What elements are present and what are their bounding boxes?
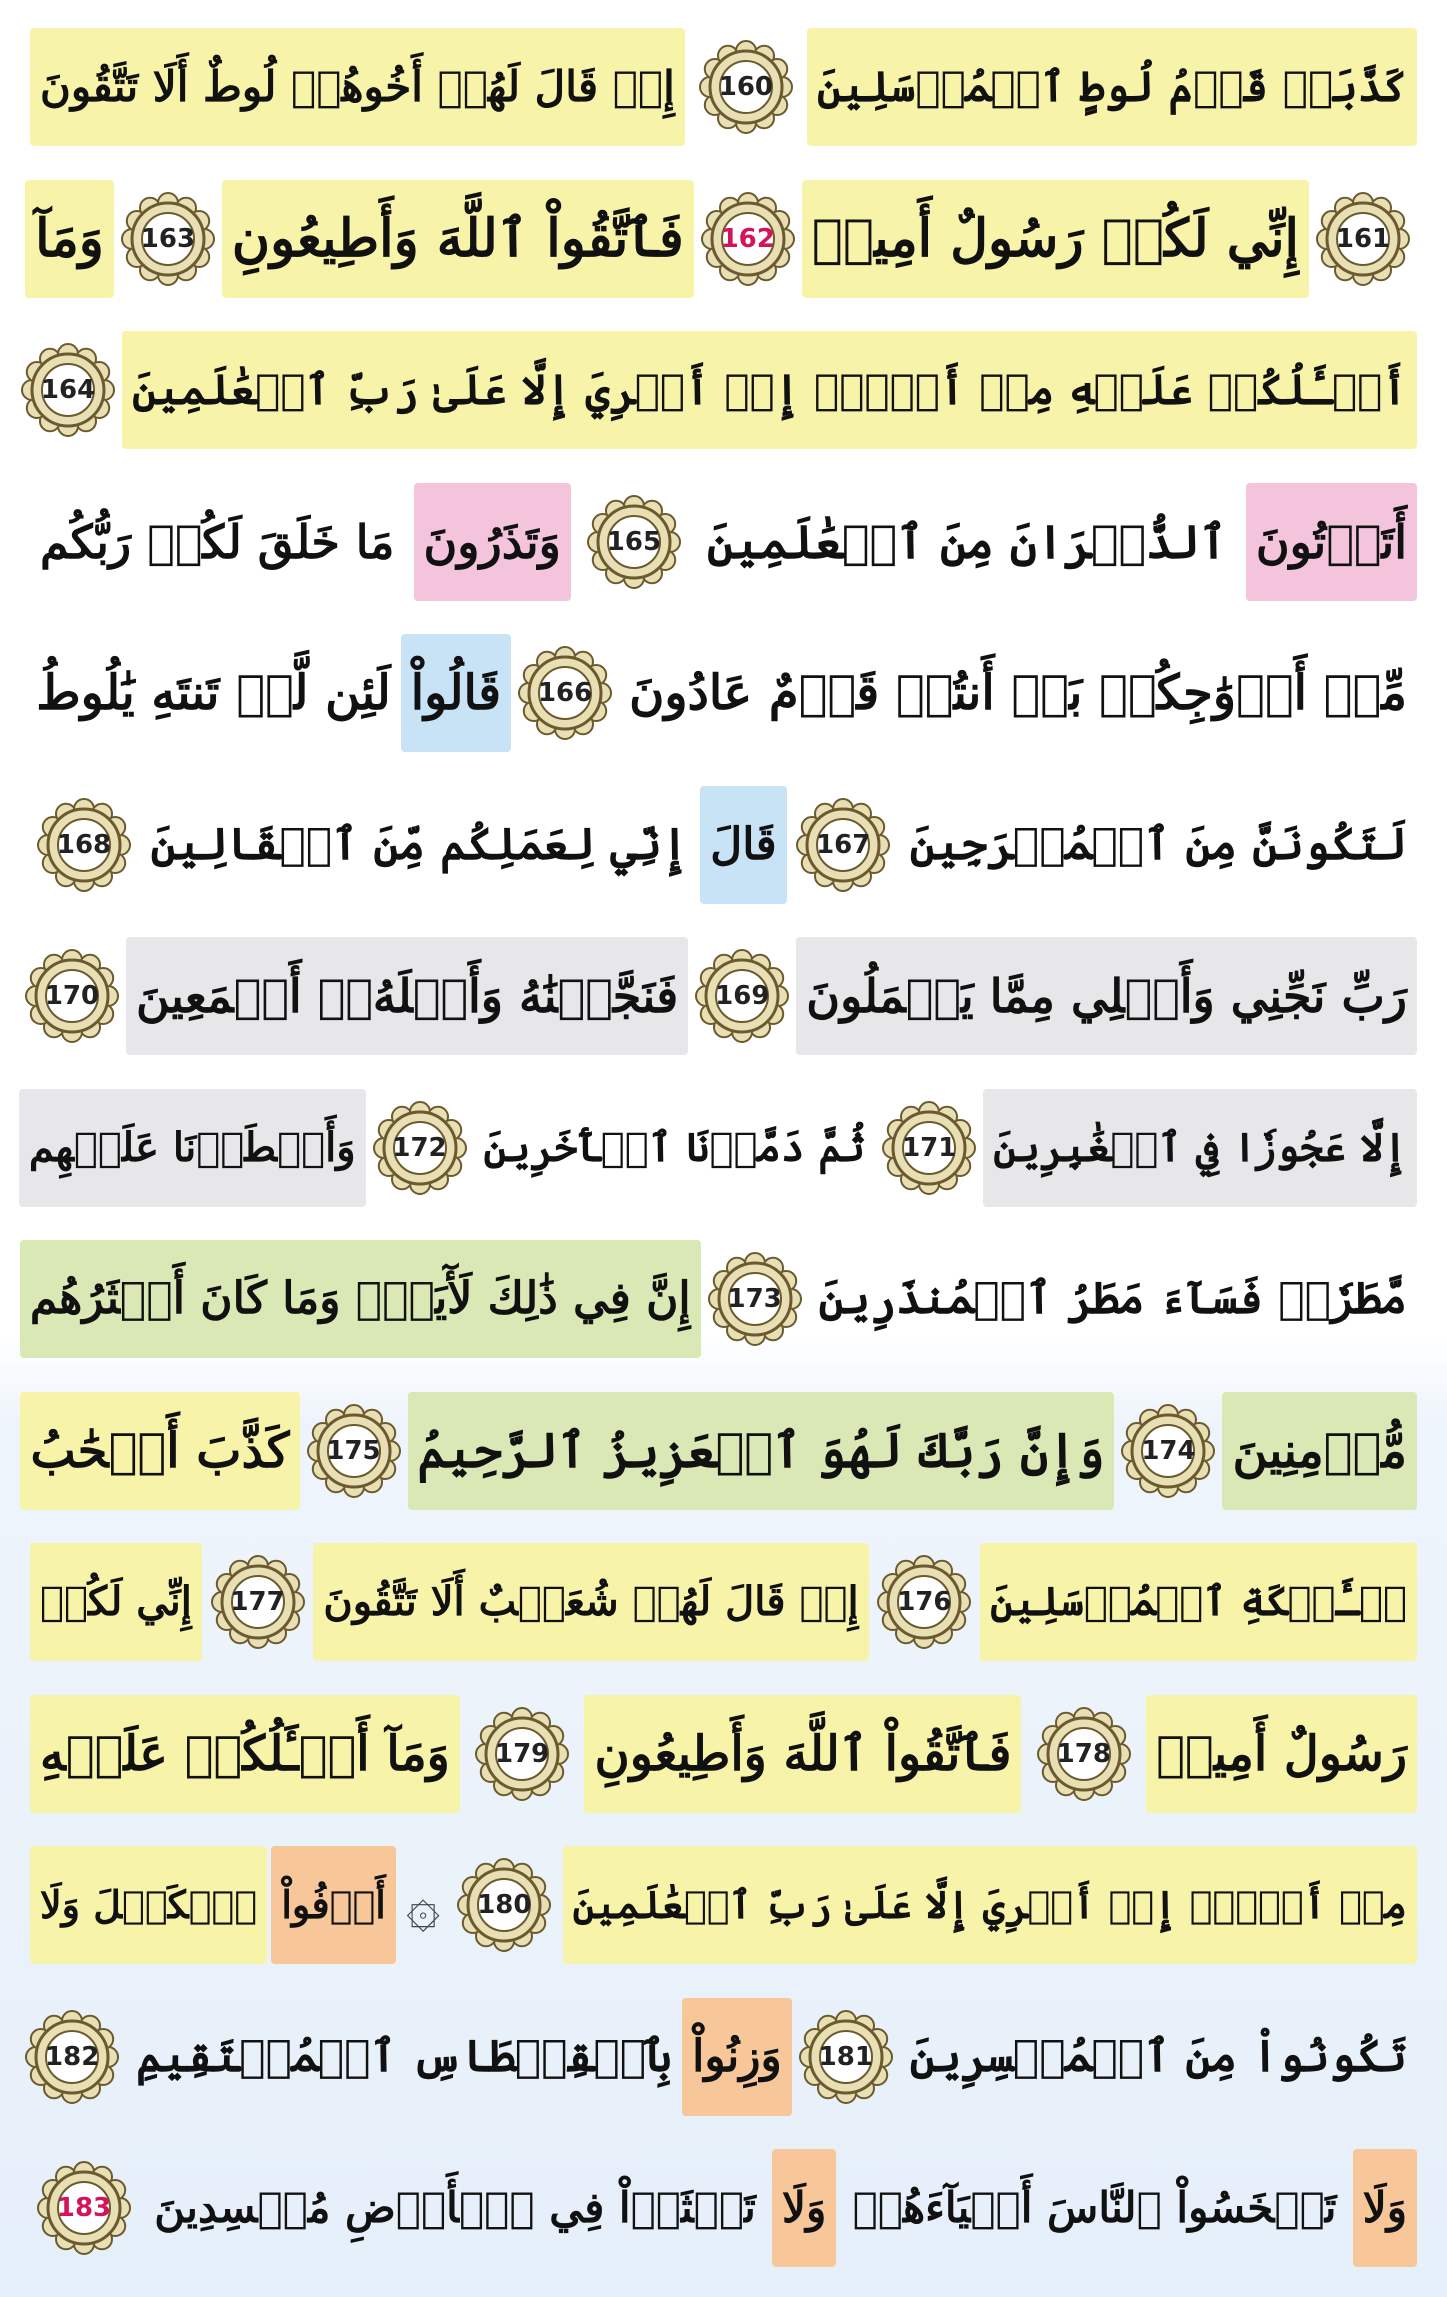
ayah-number: 160 xyxy=(718,72,774,102)
verse-text-segment: وَزِنُواْ xyxy=(682,1998,792,2116)
verse-text-segment: ٱلذُّكۡرَانَ مِنَ ٱلۡعَٰلَمِينَ xyxy=(707,514,1227,569)
ayah-number-marker xyxy=(1315,191,1411,287)
ayah-number-marker xyxy=(372,1100,468,1196)
quran-line xyxy=(20,1679,1427,1829)
verse-text-segment: وَلَا xyxy=(772,2149,836,2267)
ayah-number: 170 xyxy=(44,981,100,1011)
ayah-number-marker xyxy=(306,1403,402,1499)
ayah-number-marker xyxy=(36,2160,132,2256)
rub-el-hizb-icon: ۞ xyxy=(406,1871,441,1939)
quran-line xyxy=(20,1527,1427,1677)
ayah-number: 181 xyxy=(818,2041,873,2072)
ayah-number: 165 xyxy=(606,526,662,557)
verse-text-segment: وَمَآ xyxy=(25,180,114,298)
ayah-number: 169 xyxy=(715,981,770,1011)
ayah-number: 167 xyxy=(816,829,871,860)
verse-text-segment: كَذَّبَتۡ قَوۡمُ لُوطٍ ٱلۡمُرۡسَلِينَ xyxy=(807,28,1417,146)
ayah-number: 172 xyxy=(392,1132,447,1163)
ayah-number: 180 xyxy=(477,1890,532,1920)
ayah-number-marker xyxy=(881,1100,977,1196)
quran-line xyxy=(20,1376,1427,1526)
quran-line xyxy=(20,315,1427,465)
verse-text-segment: بِٱلۡقِسۡطَاسِ ٱلۡمُسۡتَقِيمِ xyxy=(136,2030,673,2082)
ayah-number-marker xyxy=(586,494,682,590)
ayah-number-marker xyxy=(698,39,794,135)
verse-text-segment: إِنَّ فِي ذَٰلِكَ لَأٓيَةٗۖ وَمَا كَانَ أَكۡثَرُهُم xyxy=(20,1240,701,1358)
ayah-number-marker xyxy=(456,1857,552,1953)
ayah-number: 183 xyxy=(56,2193,112,2223)
ayah-number-marker xyxy=(707,1251,803,1347)
ayah-number: 161 xyxy=(1335,223,1391,254)
quran-line xyxy=(20,2133,1427,2283)
verse-text-segment: إِنِّي لَكُمۡ xyxy=(30,1543,202,1661)
verse-text-segment: لَئِن لَّمۡ تَنتَهِ يَٰلُوطُ xyxy=(36,665,391,721)
verse-text-segment: أَوۡفُواْ xyxy=(271,1846,396,1964)
verse-text-segment: لَتَكُونَنَّ مِنَ ٱلۡمُخۡرَجِينَ xyxy=(909,818,1407,870)
verse-text-segment: رَسُولٌ أَمِينٞ xyxy=(1146,1695,1417,1813)
verse-text-segment: لۡـَٔيۡكَةِ ٱلۡمُرۡسَلِينَ xyxy=(980,1543,1417,1661)
quran-line xyxy=(20,921,1427,1071)
verse-text-segment: أَتَأۡتُونَ xyxy=(1246,483,1417,601)
quran-line xyxy=(20,1224,1427,1374)
ayah-number-marker xyxy=(36,797,132,893)
ayah-number-marker xyxy=(24,948,120,1044)
ayah-number-marker xyxy=(876,1554,972,1650)
verse-text-segment: تَكُونُواْ مِنَ ٱلۡمُخۡسِرِينَ xyxy=(909,2030,1407,2082)
ayah-number-marker xyxy=(700,191,796,287)
ayah-number-marker xyxy=(120,191,216,287)
ayah-number: 168 xyxy=(56,829,112,860)
verse-text-segment: أَسۡـَٔلُكُمۡ عَلَيۡهِ مِنۡ أَجۡرٍۖ إِنۡ أَجۡرِيَ إِلَّا عَلَىٰ رَبِّ ٱلۡعَٰلَمِينَ xyxy=(122,331,1417,449)
ayah-number-marker xyxy=(474,1706,570,1802)
ayah-number: 171 xyxy=(902,1132,957,1163)
verse-text-segment: وَإِنَّ رَبَّكَ لَهُوَ ٱلۡعَزِيزُ ٱلرَّحِيمُ xyxy=(408,1392,1115,1510)
verse-text-segment: مِنۡ أَجۡرٍۖ إِنۡ أَجۡرِيَ إِلَّا عَلَىٰ رَبِّ ٱلۡعَٰلَمِينَ xyxy=(563,1846,1417,1964)
ayah-number: 182 xyxy=(45,2041,100,2072)
quran-line xyxy=(20,1073,1427,1223)
ayah-number: 163 xyxy=(140,223,196,254)
verse-text-segment: مُّؤۡمِنِينَ xyxy=(1222,1392,1417,1510)
quran-line xyxy=(20,770,1427,920)
verse-text-segment: تَعۡثَوۡاْ فِي ٱلۡأَرۡضِ مُفۡسِدِينَ xyxy=(154,2183,756,2232)
verse-text-segment: إِنِّي لِعَمَلِكُم مِّنَ ٱلۡقَالِينَ xyxy=(150,818,688,870)
quran-line xyxy=(20,164,1427,314)
verse-text-segment: إِلَّا عَجُوزٗا فِي ٱلۡغَٰبِرِينَ xyxy=(983,1089,1417,1207)
verse-text-segment: وَأَمۡطَرۡنَا عَلَيۡهِم xyxy=(19,1089,366,1207)
verse-text-segment: إِذۡ قَالَ لَهُمۡ أَخُوهُمۡ لُوطٌ أَلَا تَتَّقُونَ xyxy=(30,28,685,146)
quran-line xyxy=(20,12,1427,162)
verse-text-segment: تَبۡخَسُواْ ٱلنَّاسَ أَشۡيَآءَهُمۡ xyxy=(852,2183,1337,2232)
verse-text-segment: وَلَا xyxy=(1353,2149,1417,2267)
verse-text-segment: مَا خَلَقَ لَكُمۡ رَبُّكُم xyxy=(40,514,395,569)
quran-line xyxy=(20,1982,1427,2132)
verse-text-segment: إِذۡ قَالَ لَهُمۡ شُعَيۡبٌ أَلَا تَتَّقُونَ xyxy=(313,1543,868,1661)
quran-line xyxy=(20,467,1427,617)
ayah-number: 173 xyxy=(727,1284,782,1314)
ayah-number-marker xyxy=(694,948,790,1044)
ayah-number-marker xyxy=(210,1554,306,1650)
verse-text-segment: كَذَّبَ أَصۡحَٰبُ xyxy=(20,1392,299,1510)
ayah-number: 178 xyxy=(1056,1738,1111,1769)
verse-text-segment: مَّطَرٗاۖ فَسَآءَ مَطَرُ ٱلۡمُنذَرِينَ xyxy=(818,1273,1407,1324)
verse-text-segment: فَٱتَّقُواْ ٱللَّهَ وَأَطِيعُونِ xyxy=(222,180,694,298)
ayah-number-marker xyxy=(20,342,116,438)
verse-text-segment: فَنَجَّيۡنَٰهُ وَأَهۡلَهُۥٓ أَجۡمَعِينَ xyxy=(126,937,688,1055)
verse-text-segment: قَالُواْ xyxy=(401,634,511,752)
verse-text-segment: قَالَ xyxy=(700,786,786,904)
verse-text-segment: رَبِّ نَجِّنِي وَأَهۡلِي مِمَّا يَعۡمَلُونَ xyxy=(796,937,1417,1055)
verse-text-segment: فَٱتَّقُواْ ٱللَّهَ وَأَطِيعُونِ xyxy=(584,1695,1021,1813)
ayah-number: 166 xyxy=(537,678,593,708)
verse-text-segment: ثُمَّ دَمَّرۡنَا ٱلۡأٓخَرِينَ xyxy=(483,1123,866,1171)
verse-text-segment: ٱلۡكَيۡلَ وَلَا xyxy=(30,1846,267,1964)
ayah-number: 175 xyxy=(326,1435,381,1466)
ayah-number-marker xyxy=(1036,1706,1132,1802)
ayah-number-marker xyxy=(517,645,613,741)
verse-text-segment: وَمَآ أَسۡـَٔلُكُمۡ عَلَيۡهِ xyxy=(30,1695,460,1813)
ayah-number-marker xyxy=(24,2009,120,2105)
verse-text-segment: مِّنۡ أَزۡوَٰجِكُمۚ بَلۡ أَنتُمۡ قَوۡمٌ عَادُونَ xyxy=(629,665,1407,721)
quran-line xyxy=(20,618,1427,768)
ayah-number: 162 xyxy=(720,223,775,254)
ayah-number-marker xyxy=(795,797,891,893)
ayah-number-marker xyxy=(1120,1403,1216,1499)
ayah-number: 174 xyxy=(1141,1435,1196,1466)
verse-text-segment: وَتَذَرُونَ xyxy=(414,483,571,601)
ayah-number: 176 xyxy=(897,1587,952,1617)
verse-text-segment: إِنِّي لَكُمۡ رَسُولٌ أَمِينٞ xyxy=(802,180,1309,298)
quran-line xyxy=(20,1830,1427,1980)
ayah-number: 164 xyxy=(40,375,96,405)
ayah-number: 177 xyxy=(230,1587,285,1617)
ayah-number: 179 xyxy=(495,1738,550,1769)
ayah-number-marker xyxy=(798,2009,894,2105)
